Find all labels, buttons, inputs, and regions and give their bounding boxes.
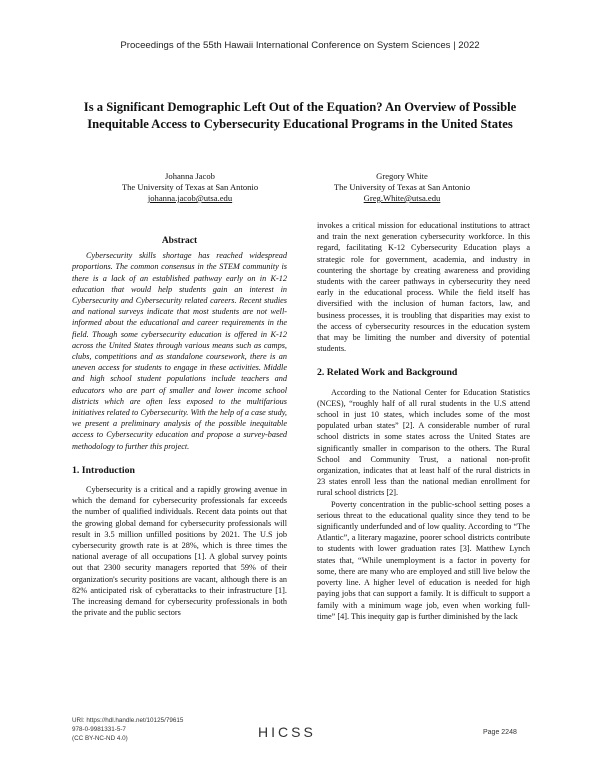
left-column [72, 236, 287, 619]
author-name: Gregory White [376, 171, 428, 181]
abstract-text: Cybersecurity skills shortage has reached widespread proportions. The common consensus in the STEM community is there is a lack of an established pathway early on in K-12 education that would help students gain an interest in Cybersecurity and Cybersecurity related careers. Recent studies and national surveys indicate that most students are not well-informed about the educational and career requirements in the field. Though some cybersecurity education is offered in K-12 across the United States through various means such as camps, clubs, competitions and as standalone coursework, there is an uneven access for students to engage in these activities. Middle and high school student populations include teachers and educators who are part of smaller and lower income school districts which are often less exposed to the multifarious initiatives related to Cybersecurity. With the help of a case study, we present a preliminary analysis of the possible inequitable access to Cybersecurity education and propose a survey-based methodology to further this project. [72, 251, 287, 451]
author-block-1 [75, 171, 305, 204]
right-column [317, 220, 530, 622]
author-email-link[interactable]: Greg.White@utsa.edu [363, 193, 441, 203]
section-heading-introduction: 1. Introduction [72, 464, 135, 476]
author-affiliation: The University of Texas at San Antonio [121, 182, 259, 192]
related-work-paragraph-1: According to the National Center for Education Statistics (NCES), “roughly half of all rural students in the U.S attend school in just 10 states, which includes some of the most populated urban states” [2]. A considerable number of rural school districts in some states across the United States are significantly smaller in comparison to the others. The Rural School and Community Trust, a national non-profit organization, indicates that at least half of the rural districts in 23 states enroll less than the national median enrollment for rural school districts [2]. [317, 387, 530, 498]
introduction-paragraph: Cybersecurity is a critical and a rapidly growing avenue in which the demand for cybersecurity professionals far exceeds the number of qualified individuals. Recent data points out that the growing global demand for cybersecurity professionals will result in 3.5 million unfilled positions by 2021. The U.S job cybersecurity growth rate is at 28%, which is three times the national average of all occupations [1]. A global survey points out that 2300 security managers reported that 59% of their organization's security positions are vacant, although there is an 82% anticipated risk of cyberattacks to their infrastructure [1]. The increasing demand for cybersecurity professionals in both the private and the public sectors [72, 485, 287, 618]
introduction-continuation: invokes a critical mission for educational institutions to attract and train the next generation cybersecurity workforce. In this regard, facilitating K-12 Cybersecurity Education plays a strategic role for government, academia, and industry in countering the shortage by creating awareness and providing students with the career pathways in cybersecurity they need early in the educational process. While the field itself has diversified with the inclusion of human factors, law, and business processes, it is troubling that disparities may exist to the access of cybersecurity resources in the education system that may be limiting the number and diversity of potential students. [317, 221, 530, 354]
footer-identifiers [72, 716, 183, 743]
section-heading-related-work: 2. Related Work and Background [317, 367, 458, 379]
author-block-2 [287, 171, 517, 204]
abstract-heading: Abstract [161, 236, 198, 246]
footer-isbn: 978-0-9981331-5-7 [72, 726, 126, 733]
author-name: Johanna Jacob [165, 171, 215, 181]
proceedings-header: Proceedings of the 55th Hawaii International Conference on System Sciences | 2022 [120, 40, 480, 51]
author-affiliation: The University of Texas at San Antonio [333, 182, 471, 192]
footer-license: (CC BY-NC-ND 4.0) [72, 735, 128, 742]
related-work-paragraph-2: Poverty concentration in the public-school setting poses a serious threat to the educational quality since they tend to be significantly underfunded and of low quality. According to “The Atlantic”, a literary magazine, poorer school districts contribute to students with lower graduation rates [3]. Matthew Lynch states that, “While unemployment is a factor in poverty for some, there are many who are employed and still live below the poverty line. A higher level of education is needed for high paying jobs that can support a family. It is difficult to support a family with a minimum wage job, even when working full-time” [4]. This inequity gap is further diminished by the lack [317, 499, 530, 621]
hicss-logo: HICSS [258, 724, 316, 740]
author-email-link[interactable]: johanna.jacob@utsa.edu [147, 193, 233, 203]
paper-title: Is a Significant Demographic Left Out of the Equation? An Overview of Possible Inequitable Access to Cybersecurity Educational Programs in the United States [83, 100, 517, 131]
page-number: Page 2248 [483, 729, 517, 736]
footer-uri-link[interactable]: URI: https://hdl.handle.net/10125/79615 [72, 717, 184, 724]
